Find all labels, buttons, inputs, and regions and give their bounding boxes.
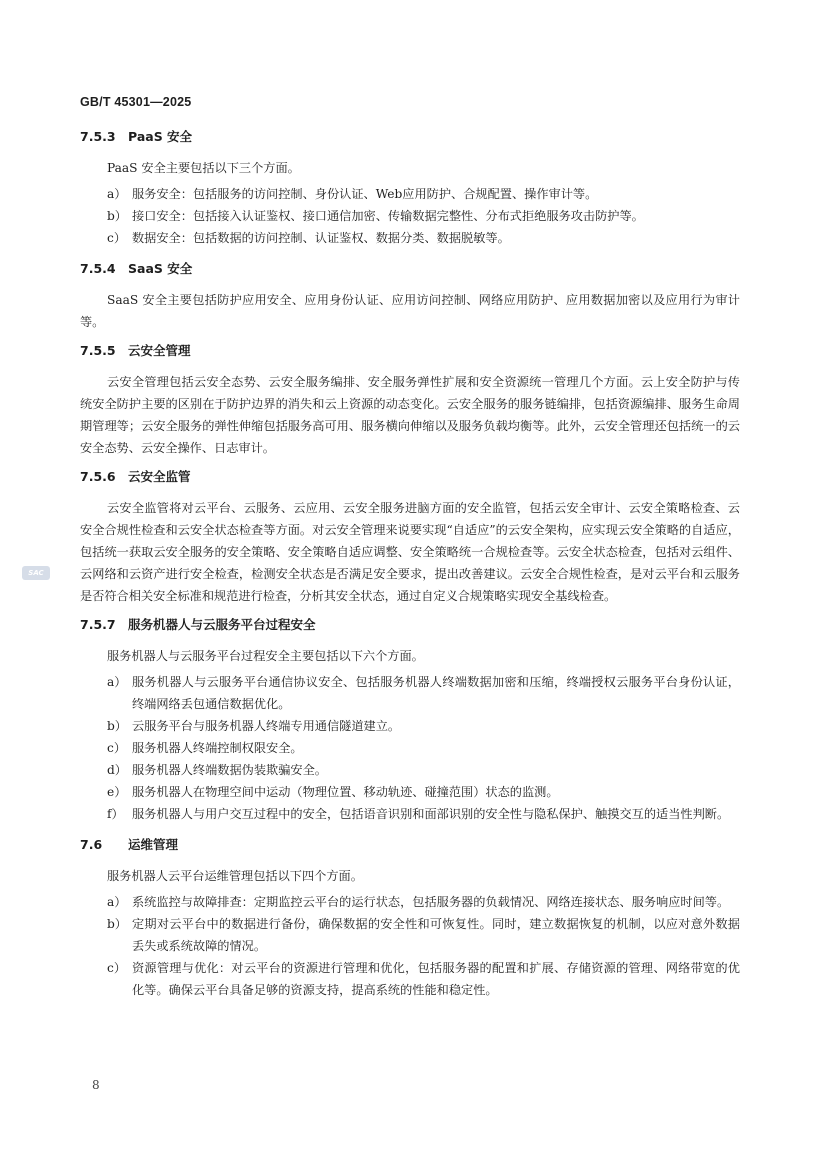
section-paragraph: 服务机器人云平台运维管理包括以下四个方面。 <box>107 869 363 883</box>
list-item-label: d） <box>107 763 127 777</box>
list-item-label: a） <box>107 675 127 689</box>
list-item <box>80 715 740 737</box>
section-paragraph: 云安全监管将对云平台、云服务、云应用、云安全服务进脑方面的安全监管，包括云安全审计、云安全策略检查、云安全合规性检查和云安全状态检查等方面。对云安全管理来说要实现“自适应”的云安全架构，应实现云安全策略的自适应，包括统一获取云安全服务的安全策略、安全策略自适应调整、安全策略统一合规检查等。云安全状态检查，包括对云组件、云网络和云资产进行安全检查，检测安全状态是否满足安全要求，提出改善建议。云安全合规性检查，是对云平台和云服务是否符合相关安全标准和规范进行检查，分析其安全状态，通过自定义合规策略实现安全基线检查。 <box>80 501 740 603</box>
section-title: 云安全管理 <box>128 343 191 358</box>
item-list <box>80 671 740 825</box>
list-item-text: 数据安全：包括数据的访问控制、认证鉴权、数据分类、数据脱敏等。 <box>132 231 510 245</box>
standard-id: GB/T 45301—2025 <box>80 95 192 109</box>
list-item <box>80 891 740 913</box>
list-item <box>80 205 740 227</box>
item-list <box>80 183 740 249</box>
list-item-label: f） <box>107 807 124 821</box>
list-item-text: 服务安全：包括服务的访问控制、身份认证、Web应用防护、合规配置、操作审计等。 <box>132 187 598 201</box>
section-paragraph: SaaS 安全主要包括防护应用安全、应用身份认证、应用访问控制、网络应用防护、应用数据加密以及应用行为审计等。 <box>80 293 740 329</box>
section-heading <box>80 467 740 487</box>
list-item-text: 服务机器人在物理空间中运动（物理位置、移动轨迹、碰撞范围）状态的监测。 <box>132 785 559 799</box>
section-title: 运维管理 <box>128 837 179 852</box>
list-item-text: 系统监控与故障排查：定期监控云平台的运行状态，包括服务器的负载情况、网络连接状态、服务响应时间等。 <box>132 895 730 909</box>
list-item <box>80 957 740 1001</box>
list-item-label: a） <box>107 895 127 909</box>
section-number: 7.5.4 <box>80 261 116 276</box>
section-heading <box>80 341 740 361</box>
list-item-label: c） <box>107 961 127 975</box>
list-item <box>80 803 740 825</box>
list-item-label: e） <box>107 785 127 799</box>
list-item-label: b） <box>107 719 127 733</box>
list-item-label: c） <box>107 741 127 755</box>
item-list <box>80 891 740 1001</box>
list-item <box>80 913 740 957</box>
list-item-text: 服务机器人与云服务平台通信协议安全、包括服务机器人终端数据加密和压缩，终端授权云服务平台身份认证，终端网络丢包通信数据优化。 <box>132 675 740 711</box>
watermark-logo-icon: SAC <box>22 566 50 580</box>
list-item-label: b） <box>107 209 127 223</box>
section-number: 7.5.5 <box>80 343 116 358</box>
section-heading <box>80 615 740 635</box>
section-paragraph: PaaS 安全主要包括以下三个方面。 <box>107 161 300 175</box>
section-title: 服务机器人与云服务平台过程安全 <box>128 617 316 632</box>
list-item-text: 云服务平台与服务机器人终端专用通信隧道建立。 <box>132 719 401 733</box>
section-title: 云安全监管 <box>128 469 191 484</box>
page-number: 8 <box>92 1078 100 1092</box>
section-heading <box>80 127 740 147</box>
list-item-text: 接口安全：包括接入认证鉴权、接口通信加密、传输数据完整性、分布式拒绝服务攻击防护等。 <box>132 209 644 223</box>
list-item <box>80 759 740 781</box>
section-paragraph: 云安全管理包括云安全态势、云安全服务编排、安全服务弹性扩展和安全资源统一管理几个方面。云上安全防护与传统安全防护主要的区别在于防护边界的消失和云上资源的动态变化。云安全服务的服务链编排，包括资源编排、服务生命周期管理等；云安全服务的弹性伸缩包括服务高可用、服务横向伸缩以及服务负载均衡等。此外，云安全管理还包括统一的云安全态势、云安全操作、日志审计。 <box>80 375 740 455</box>
section-title: PaaS 安全 <box>128 129 193 144</box>
list-item-label: a） <box>107 187 127 201</box>
section-heading <box>80 259 740 279</box>
section-number: 7.5.7 <box>80 617 116 632</box>
list-item-label: c） <box>107 231 127 245</box>
list-item-text: 服务机器人终端数据伪装欺骗安全。 <box>132 763 327 777</box>
list-item-text: 定期对云平台中的数据进行备份，确保数据的安全性和可恢复性。同时，建立数据恢复的机制，以应对意外数据丢失或系统故障的情况。 <box>132 917 740 953</box>
list-item-text: 服务机器人与用户交互过程中的安全，包括语音识别和面部识别的安全性与隐私保护、触摸交互的适当性判断。 <box>132 807 730 821</box>
section-number: 7.6 <box>80 837 103 852</box>
list-item <box>80 227 740 249</box>
document-body <box>80 127 740 1011</box>
list-item-text: 资源管理与优化：对云平台的资源进行管理和优化，包括服务器的配置和扩展、存储资源的管理、网络带宽的优化等。确保云平台具备足够的资源支持，提高系统的性能和稳定性。 <box>132 961 740 997</box>
list-item <box>80 183 740 205</box>
section-number: 7.5.6 <box>80 469 116 484</box>
list-item-text: 服务机器人终端控制权限安全。 <box>132 741 303 755</box>
list-item-label: b） <box>107 917 127 931</box>
section-heading <box>80 835 740 855</box>
section-number: 7.5.3 <box>80 129 116 144</box>
list-item <box>80 671 740 715</box>
list-item <box>80 737 740 759</box>
section-title: SaaS 安全 <box>128 261 193 276</box>
list-item <box>80 781 740 803</box>
section-paragraph: 服务机器人与云服务平台过程安全主要包括以下六个方面。 <box>107 649 424 663</box>
